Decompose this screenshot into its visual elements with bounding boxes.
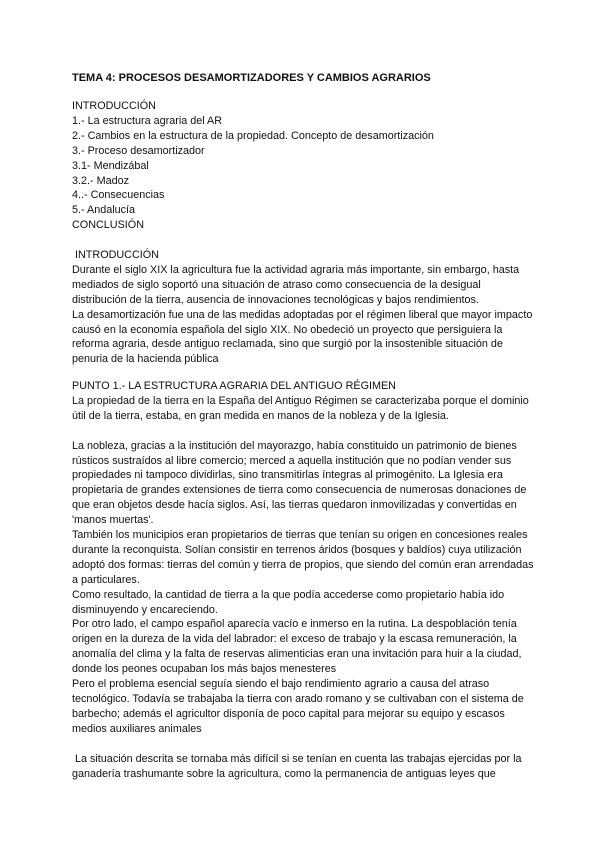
toc-item: 3.1- Mendizábal: [72, 159, 149, 172]
body-paragraph: La situación descrita se tornaba más difícil si se tenían en cuenta las trabajas ejercidas por la ganadería trashumante sobre la agricultura, como la permanencia de antiguas leyes que: [72, 752, 525, 780]
introduction-heading: INTRODUCCIÓN: [75, 249, 159, 261]
paragraph-spacer: [72, 424, 534, 439]
toc-item: 3.- Proceso desamortizador: [72, 144, 205, 157]
document-title: TEMA 4: PROCESOS DESAMORTIZADORES Y CAMBIOS AGRARIOS: [72, 72, 431, 84]
body-paragraph: También los municipios eran propietarios de tierras que tenían su origen en concesiones reales durante la reconquista. Solían consistir en terrenos áridos (bosques y baldíos) cuya utilización adoptó dos formas: tierras del común y tierra de propios, que siendo del común eran arrendadas a particulares.: [72, 529, 534, 586]
toc-item: 4..- Consecuencias: [72, 189, 165, 202]
table-of-contents: [72, 99, 534, 233]
toc-item: 1.- La estructura agraria del AR: [72, 114, 223, 127]
punto-1-heading: PUNTO 1.- LA ESTRUCTURA AGRARIA DEL ANTIGUO RÉGIMEN: [72, 380, 396, 392]
body-paragraph: La propiedad de la tierra en la España del Antiguo Régimen se caracterizaba porque el dominio útil de la tierra, estaba, en gran medida en manos de la nobleza y de la Iglesia.: [72, 394, 529, 422]
body-paragraph: Por otro lado, el campo español aparecía vacío e inmerso en la rutina. La despoblación tenía origen en la dureza de la vida del labrador: el exceso de trabajo y la escasa remuneración, la anomalía del clima y la falta de reservas alimenticias eran una invitación para huir a la ciudad, donde los peones ocupaban los más bajos menesteres: [72, 618, 522, 676]
introduction-section: [72, 248, 534, 367]
intro-paragraph: Durante el siglo XIX la agricultura fue la actividad agraria más importante, sin embargo, hasta mediados de siglo soportó una situación de atraso como consecuencia de la desigual distribución de la tierra, ausencia de innovaciones tecnológicas y bajos rendimientos.: [72, 263, 520, 306]
intro-paragraph: La desamortización fue una de las medidas adoptadas por el régimen liberal que mayor impacto causó en la economía española del siglo XIX. No obedeció un proyecto que persiguiera la reforma agraria, desde antiguo reclamada, sino que surgió por la insostenible situación de penuria de la hacienda pública: [72, 308, 533, 366]
toc-item: 2.- Cambios en la estructura de la propiedad. Concepto de desamortización: [72, 129, 434, 142]
body-paragraph: Como resultado, la cantidad de tierra a la que podía accederse como propietario había ido disminuyendo y encareciendo.: [72, 588, 505, 616]
section-punto-1: [72, 379, 534, 781]
toc-heading: INTRODUCCIÓN: [72, 100, 156, 112]
body-paragraph: Pero el problema esencial seguía siendo el bajo rendimiento agrario a causa del atraso tecnológico. Todavía se trabajaba la tierra con arado romano y se cultivaban con el sistema de barbecho; además el agricultor disponía de poco capital para mejorar su equipo y escasos medios auxiliares animales: [72, 678, 524, 735]
toc-item: 5.- Andalucía: [72, 204, 136, 217]
body-paragraph: La nobleza, gracias a la institución del mayorazgo, había constituido un patrimonio de bienes rústicos sustraídos al libre comercio; merced a aquella institución que no podían vender sus propiedades ni tampoco dividirlas, sino transmitirlas íntegras al primogénito. La Iglesia era propietaria de grandes extensiones de tierra como consecuencia de numerosas donaciones de que eran objetos desde hacía siglos. Así, las tierras quedaron inmovilizadas y convertidas en 'manos muertas'.: [72, 439, 527, 527]
toc-item: 3.2.- Madoz: [72, 174, 130, 187]
toc-item: CONCLUSIÓN: [72, 219, 144, 232]
paragraph-spacer: [72, 737, 534, 752]
